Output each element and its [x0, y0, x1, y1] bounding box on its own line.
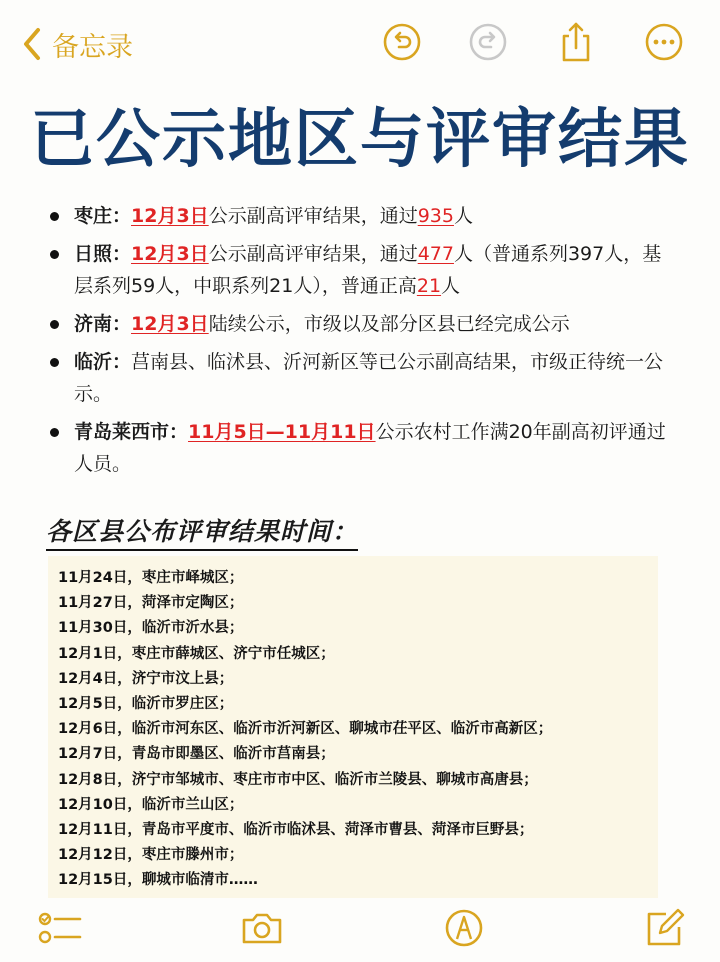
item-text: 人	[441, 275, 461, 297]
list-item[interactable]	[48, 346, 678, 410]
checklist-button[interactable]	[38, 906, 82, 950]
markup-button[interactable]	[442, 906, 486, 950]
schedule-item: 12月1日，枣庄市薛城区、济宁市任城区；	[58, 645, 335, 662]
compose-icon	[642, 906, 686, 950]
schedule-item: 12月11日，青岛市平度市、临沂市临沭县、菏泽市曹县、菏泽市巨野县；	[58, 822, 534, 839]
list-item[interactable]	[48, 308, 678, 340]
schedule-item: 11月30日，临沂市沂水县；	[58, 620, 244, 637]
undo-button[interactable]	[380, 20, 424, 64]
top-toolbar	[0, 0, 720, 86]
count-highlight: 21	[416, 275, 442, 297]
back-button[interactable]	[20, 24, 133, 64]
count-highlight: 477	[417, 243, 454, 265]
schedule-item: 12月6日，临沂市河东区、临沂市沂河新区、聊城市茌平区、临沂市高新区；	[58, 721, 553, 738]
schedule-item: 12月4日，济宁市汶上县；	[58, 670, 234, 687]
city-label: 日照：	[74, 243, 132, 265]
item-text: 莒南县、临沭县、沂河新区等已公示副高结果，市级正待统一公示。	[74, 351, 664, 405]
section-subtitle: 各区县公布评审结果时间：	[46, 512, 358, 551]
schedule-item: 12月5日，临沂市罗庄区；	[58, 696, 234, 713]
compose-button[interactable]	[642, 906, 686, 950]
schedule-item: 12月12日，枣庄市滕州市；	[58, 847, 244, 864]
item-text: 公示副高评审结果，通过	[208, 243, 418, 265]
checklist-icon	[38, 906, 82, 950]
count-highlight: 935	[417, 205, 454, 227]
item-text: 陆续公示，市级以及部分区县已经完成公示	[208, 313, 570, 335]
date-highlight: 12月3日	[131, 205, 209, 227]
schedule-item: 12月15日，聊城市临清市……	[58, 872, 258, 889]
schedule-box	[48, 556, 658, 898]
redo-icon	[466, 20, 510, 64]
redo-button[interactable]	[466, 20, 510, 64]
bottom-toolbar	[0, 900, 720, 962]
schedule-item: 11月27日，菏泽市定陶区；	[58, 595, 244, 612]
date-highlight: 11月5日—11月11日	[188, 421, 376, 443]
date-highlight: 12月3日	[131, 313, 209, 335]
schedule-item: 11月24日，枣庄市峄城区；	[58, 570, 244, 586]
item-text: 人（普通系列397人，基层系列59人，中职系列21人），普通正高	[74, 243, 662, 297]
city-label: 青岛莱西市：	[74, 421, 189, 443]
schedule-item: 12月10日，临沂市兰山区；	[58, 796, 244, 813]
share-button[interactable]	[554, 20, 598, 64]
list-item[interactable]	[48, 238, 678, 302]
markup-icon	[442, 906, 486, 950]
list-item[interactable]	[48, 416, 678, 480]
city-label: 济南：	[74, 313, 132, 335]
date-highlight: 12月3日	[131, 243, 209, 265]
more-button[interactable]	[642, 20, 686, 64]
chevron-left-icon	[20, 26, 44, 62]
schedule-item: 12月8日，济宁市邹城市、枣庄市市中区、临沂市兰陵县、聊城市高唐县；	[58, 771, 538, 788]
city-label: 临沂：	[74, 351, 132, 373]
undo-icon	[380, 20, 424, 64]
page-title: 已公示地区与评审结果	[30, 103, 690, 177]
schedule-item: 12月7日，青岛市即墨区、临沂市莒南县；	[58, 746, 335, 763]
share-icon	[554, 20, 598, 64]
camera-button[interactable]	[240, 906, 284, 950]
item-text: 公示农村工作满20年副高初评通过人员。	[74, 421, 666, 475]
back-label: 备忘录	[52, 31, 133, 63]
region-list	[48, 200, 678, 486]
camera-icon	[240, 906, 284, 950]
item-text: 人	[453, 205, 473, 227]
list-item[interactable]	[48, 200, 678, 232]
more-icon	[642, 20, 686, 64]
city-label: 枣庄：	[74, 205, 132, 227]
schedule-list	[48, 556, 658, 894]
item-text: 公示副高评审结果，通过	[208, 205, 418, 227]
